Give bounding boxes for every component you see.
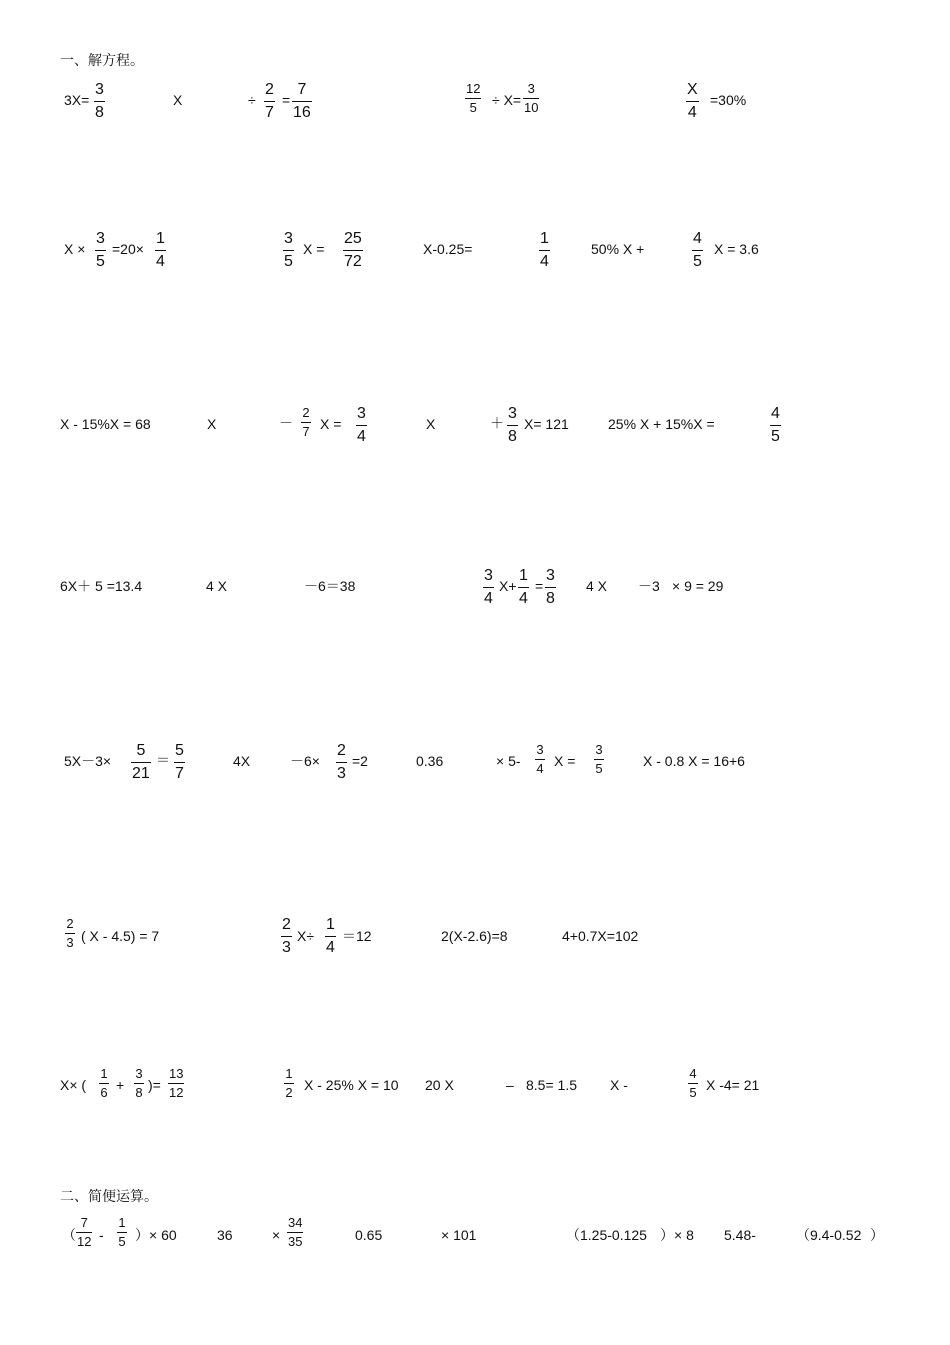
numerator: 34: [288, 1215, 303, 1230]
denominator: 5: [595, 761, 603, 776]
r2-fraction-3: [283, 229, 294, 271]
r5-fraction-1: [131, 741, 151, 783]
r8-text-10: 5.48-: [724, 1227, 756, 1243]
numerator: 1: [118, 1215, 126, 1230]
r7-fraction-2: [134, 1066, 144, 1100]
r1-text-1: 3X=: [64, 92, 90, 108]
r4-text-4: X+: [499, 578, 517, 594]
r7-text-3: )=: [148, 1077, 161, 1093]
r2-text-6: X = 3.6: [714, 241, 759, 257]
r1-text-6: =30%: [710, 92, 747, 108]
r7-fraction-5: [688, 1066, 698, 1100]
r5-fraction-5: [594, 742, 604, 776]
r7-text-6: –: [506, 1077, 514, 1093]
denominator: 4: [519, 590, 528, 607]
denominator: 12: [77, 1234, 92, 1249]
r5-text-7: × 5-: [496, 753, 521, 769]
r2-text-4: X-0.25=: [423, 241, 473, 257]
r3-fraction-4: [770, 404, 781, 446]
r7-fraction-1: [99, 1066, 109, 1100]
r5-text-5: =2: [352, 753, 368, 769]
numerator: 25: [344, 230, 362, 247]
numerator: 2: [265, 81, 274, 98]
numerator: 2: [302, 405, 310, 420]
denominator: 8: [546, 590, 555, 607]
r4-text-7: －3: [638, 578, 660, 594]
r5-text-8: X =: [554, 753, 576, 769]
r7-text-9: X -4= 21: [706, 1077, 760, 1093]
r3-text-2: X: [207, 416, 217, 432]
r2-fraction-4: [343, 229, 363, 271]
r8-text-3: ）× 60: [135, 1227, 177, 1243]
numerator: 3: [484, 567, 493, 584]
r3-text-1: X - 15%X = 68: [60, 416, 151, 432]
denominator: 4: [484, 590, 493, 607]
denominator: 4: [536, 761, 544, 776]
denominator: 35: [288, 1234, 303, 1249]
denominator: 10: [524, 100, 539, 115]
r5-fraction-2: [174, 741, 185, 783]
r6-fraction-2: [281, 915, 292, 957]
r2-text-2: =20×: [112, 241, 144, 257]
r6-text-5: 4+0.7X=102: [562, 928, 639, 944]
numerator: 1: [540, 230, 549, 247]
denominator: 5: [469, 100, 477, 115]
r1-fraction-2: [264, 80, 275, 122]
numerator: 7: [297, 81, 307, 98]
numerator: 13: [169, 1066, 184, 1081]
r1-fraction-6: [686, 80, 699, 122]
denominator: 5: [693, 253, 702, 270]
r1-fraction-4: [465, 81, 481, 115]
r4-text-6: 4 X: [586, 578, 608, 594]
r4-text-3: －6＝38: [304, 578, 356, 594]
numerator: 7: [80, 1215, 88, 1230]
r2-fraction-6: [692, 229, 703, 271]
r7-fraction-4: [284, 1066, 294, 1100]
numerator: 3: [595, 742, 603, 757]
r7-text-2: +: [116, 1077, 125, 1093]
r2-text-5: 50% X +: [591, 241, 645, 257]
r5-text-3: 4X: [233, 753, 251, 769]
r6-text-2: X÷: [297, 928, 315, 944]
r4-fraction-1: [483, 566, 494, 608]
r4-equals: =: [535, 578, 544, 594]
numerator: 1: [519, 567, 528, 584]
r5-text-1: 5X－3×: [64, 753, 112, 769]
r4-text-2: 4 X: [206, 578, 228, 594]
r7-text-7: 8.5= 1.5: [526, 1077, 577, 1093]
denominator: 7: [175, 765, 184, 782]
denominator: 5: [771, 428, 780, 445]
r5-fraction-4: [535, 742, 545, 776]
r2-fraction-1: [95, 229, 106, 271]
r1-text-2: X: [173, 92, 183, 108]
r7-text-4: X - 25% X = 10: [304, 1077, 399, 1093]
r8-text-4: 36: [217, 1227, 233, 1243]
r2-text-3: X =: [303, 241, 325, 257]
r3-text-7: X= 121: [524, 416, 569, 432]
r5-text-9: X - 0.8 X = 16+6: [643, 753, 745, 769]
r1-equals: =: [282, 92, 291, 108]
section-2-title: 二、简便运算。: [60, 1189, 158, 1205]
r3-plus: ＋: [490, 415, 504, 431]
r7-text-5: 20 X: [425, 1077, 454, 1093]
r6-text-4: 2(X-2.6)=8: [441, 928, 508, 944]
r8-text-2: -: [99, 1227, 104, 1243]
r3-text-8: 25% X + 15%X =: [608, 416, 715, 432]
numerator: 4: [693, 230, 702, 247]
denominator: 16: [293, 104, 311, 121]
r6-text-1: ( X - 4.5) = 7: [81, 928, 160, 944]
r5-text-4: －6×: [290, 753, 320, 769]
r8-fraction-2: [117, 1215, 127, 1249]
r3-fraction-1: [301, 405, 311, 439]
denominator: 5: [118, 1234, 126, 1249]
r7-text-8: X -: [610, 1077, 628, 1093]
denominator: 3: [66, 935, 74, 950]
numerator: 1: [285, 1066, 293, 1081]
r5-text-2: ＝: [156, 752, 170, 768]
r8-text-8: （1.25-0.125: [566, 1227, 647, 1243]
section-1-title: 一、解方程。: [60, 53, 144, 69]
numerator: 12: [466, 81, 481, 96]
r1-fraction-1: [94, 80, 105, 122]
numerator: 3: [527, 81, 535, 96]
denominator: 4: [540, 253, 549, 270]
denominator: 4: [326, 939, 335, 956]
r8-fraction-3: [287, 1215, 303, 1249]
r5-fraction-3: [336, 741, 347, 783]
r3-fraction-2: [356, 404, 367, 446]
r1-fraction-5: [523, 81, 539, 115]
r3-text-5: X: [426, 416, 436, 432]
r4-fraction-3: [545, 566, 556, 608]
r4-fraction-2: [518, 566, 529, 608]
numerator: 3: [284, 230, 293, 247]
denominator: 8: [95, 104, 104, 121]
r2-text-1: X ×: [64, 241, 86, 257]
numerator: 2: [337, 742, 346, 759]
numerator: 5: [175, 742, 184, 759]
r8-text-5: ×: [272, 1227, 281, 1243]
r3-text-4: X =: [320, 416, 342, 432]
r8-text-9: ）× 8: [660, 1227, 694, 1243]
r7-fraction-3: [168, 1066, 184, 1100]
numerator: 1: [326, 916, 335, 933]
numerator: 5: [136, 742, 146, 759]
r4-text-1: 6X＋ 5 =13.4: [60, 578, 143, 594]
r3-fraction-3: [507, 404, 518, 446]
denominator: 5: [284, 253, 293, 270]
denominator: 12: [169, 1085, 184, 1100]
r8-text-1: （: [62, 1227, 76, 1243]
numerator: 3: [536, 742, 544, 757]
r4-text-8: × 9 = 29: [672, 578, 724, 594]
r8-fraction-1: [76, 1215, 92, 1249]
r5-text-6: 0.36: [416, 753, 444, 769]
r2-fraction-2: [155, 229, 166, 271]
r2-fraction-5: [539, 229, 550, 271]
numerator: 4: [771, 405, 780, 422]
numerator: 4: [689, 1066, 697, 1081]
numerator: 3: [135, 1066, 143, 1081]
denominator: 21: [132, 765, 150, 782]
numerator: 1: [100, 1066, 108, 1081]
denominator: 3: [282, 939, 291, 956]
denominator: 5: [96, 253, 105, 270]
numerator: 3: [357, 405, 366, 422]
denominator: 7: [302, 424, 310, 439]
denominator: 7: [265, 104, 274, 121]
denominator: 4: [357, 428, 366, 445]
r1-divide-sign: ÷: [248, 92, 256, 108]
denominator: 4: [156, 253, 165, 270]
r8-text-6: 0.65: [355, 1227, 383, 1243]
numerator: 3: [95, 81, 104, 98]
numerator: 2: [66, 916, 74, 931]
denominator: 5: [689, 1085, 697, 1100]
r1-fraction-3: [292, 80, 312, 122]
r8-text-12: ）: [870, 1227, 884, 1243]
numerator: 2: [282, 916, 291, 933]
denominator: 3: [337, 765, 346, 782]
r8-text-11: （9.4-0.52: [796, 1227, 862, 1243]
denominator: 8: [508, 428, 517, 445]
numerator: 1: [156, 230, 165, 247]
numerator: 3: [546, 567, 555, 584]
r6-fraction-3: [325, 915, 336, 957]
numerator: 3: [96, 230, 105, 247]
denominator: 2: [285, 1085, 293, 1100]
r6-text-3: ＝12: [342, 928, 372, 944]
denominator: 6: [100, 1085, 108, 1100]
r1-text-5: ÷ X=: [492, 92, 522, 108]
r7-text-1: X× (: [60, 1077, 87, 1093]
numerator: 3: [508, 405, 517, 422]
denominator: 4: [687, 104, 697, 121]
numerator: X: [687, 81, 698, 98]
r6-fraction-1: [65, 916, 75, 950]
r3-minus: －: [279, 415, 293, 431]
denominator: 8: [135, 1085, 143, 1100]
r8-text-7: × 101: [441, 1227, 477, 1243]
denominator: 72: [344, 253, 362, 270]
